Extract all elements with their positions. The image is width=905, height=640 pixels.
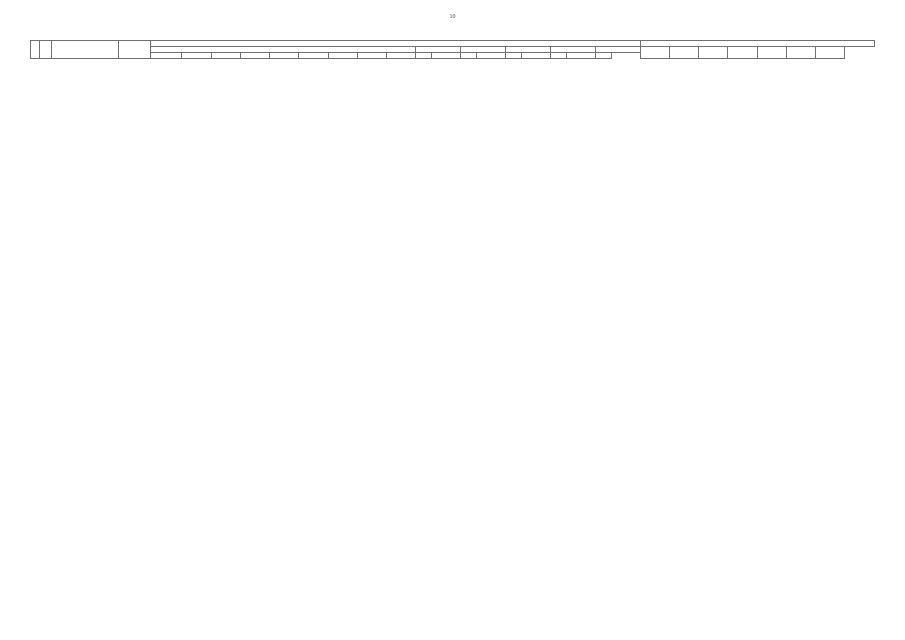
header-col-23	[521, 53, 550, 59]
header-col-16	[357, 53, 386, 59]
header-col-19	[431, 53, 460, 59]
header-col-4	[728, 47, 757, 59]
header-col-12	[240, 53, 269, 59]
header-address	[51, 41, 118, 59]
page-number: 10	[449, 14, 456, 20]
header-municipality	[40, 41, 51, 59]
header-col-7	[816, 47, 845, 59]
header-col-5	[757, 47, 786, 59]
header-col-21	[476, 53, 505, 59]
header-col-10	[182, 53, 211, 59]
header-col-22	[506, 53, 522, 59]
header-col-15	[328, 53, 357, 59]
header-col-20	[461, 53, 477, 59]
header-col-3	[699, 47, 728, 59]
header-total-cost	[118, 41, 150, 59]
header-col-25	[566, 53, 595, 59]
header-col-11	[211, 53, 240, 59]
header-col-26	[595, 53, 611, 59]
register-table	[30, 40, 875, 59]
header-col-2	[670, 47, 699, 59]
header-col-9	[151, 53, 182, 59]
header-col-17	[387, 53, 416, 59]
header-num	[31, 41, 40, 59]
header-col-18	[416, 53, 432, 59]
header-col-14	[299, 53, 328, 59]
header-col-24	[550, 53, 566, 59]
header-col-13	[270, 53, 299, 59]
header-heat-metering	[640, 47, 669, 59]
header-col-6	[786, 47, 815, 59]
